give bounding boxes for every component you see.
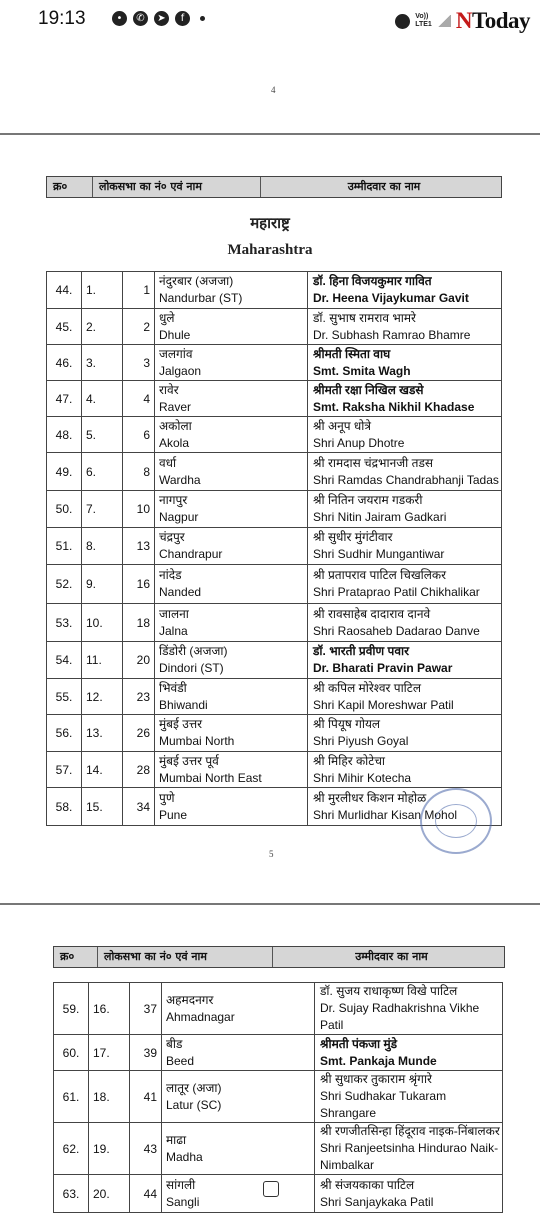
page-divider: [0, 133, 540, 135]
candidate-name: [308, 642, 502, 679]
candidate-name: [308, 565, 502, 604]
party-seal-stamp: [420, 788, 492, 854]
chat-bubble-icon: •: [112, 11, 127, 26]
constituency-name: [155, 752, 308, 788]
constituency-number: 23: [123, 679, 155, 715]
candidate-name-hindi: श्री रामदास चंद्रभानजी तडस: [313, 455, 433, 470]
constituency-name: [155, 788, 308, 826]
table-row: [47, 752, 502, 788]
candidate-name: [308, 381, 502, 417]
constituency-name-english: Dindori (ST): [159, 661, 224, 675]
table-row: [54, 983, 503, 1035]
constituency-number: 18: [123, 604, 155, 642]
constituency-name: [155, 272, 308, 309]
volte-indicator: Vo)) LTE1: [415, 13, 432, 28]
serial-number: 52.: [47, 565, 82, 604]
constituency-number: 6: [123, 417, 155, 453]
constituency-number: 34: [123, 788, 155, 826]
state-serial: 12.: [82, 679, 123, 715]
candidate-name-english: Shri Mihir Kotecha: [313, 770, 412, 785]
serial-number: 53.: [47, 604, 82, 642]
table-row: [47, 417, 502, 453]
candidate-name: [315, 983, 503, 1035]
state-serial: 10.: [82, 604, 123, 642]
candidate-name-english: Shri Sudhir Mungantiwar: [313, 547, 445, 561]
candidate-name-english: Shri Sanjaykaka Patil: [320, 1194, 434, 1209]
candidate-name-english: Dr. Bharati Pravin Pawar: [313, 661, 453, 675]
constituency-name: [155, 642, 308, 679]
serial-number: 54.: [47, 642, 82, 679]
constituency-number: 10: [123, 491, 155, 528]
table-header: [46, 176, 502, 198]
candidate-name: [308, 309, 502, 345]
candidate-name: [308, 604, 502, 642]
candidate-name-hindi: श्री मुरलीधर किशन मोहोळ: [313, 790, 427, 805]
constituency-number: 1: [123, 272, 155, 309]
constituency-number: 20: [123, 642, 155, 679]
header-serial: क्र०: [54, 947, 98, 967]
candidate-name: [308, 679, 502, 715]
state-serial: 19.: [89, 1123, 130, 1175]
candidate-name-english: Dr. Heena Vijaykumar Gavit: [313, 291, 469, 305]
candidate-name-english: Shri Piyush Goyal: [313, 734, 409, 748]
state-serial: 13.: [82, 715, 123, 752]
state-serial: 4.: [82, 381, 123, 417]
candidate-name: [308, 715, 502, 752]
table-row: [47, 381, 502, 417]
constituency-name-hindi: जालना: [159, 606, 189, 621]
candidate-table: [46, 271, 502, 826]
candidate-name-hindi: श्री संजयकाका पाटिल: [320, 1177, 415, 1192]
ntoday-logo: NToday: [455, 8, 530, 33]
constituency-name-english: Nandurbar (ST): [159, 291, 243, 305]
constituency-name-hindi: नांदेड: [159, 568, 182, 582]
table-header: [53, 946, 505, 968]
table-row: [47, 272, 502, 309]
candidate-name-hindi: श्री सुधीर मुंगंटीवार: [313, 530, 393, 544]
constituency-name-english: Jalna: [159, 623, 188, 638]
constituency-name: [155, 528, 308, 565]
serial-number: 58.: [47, 788, 82, 826]
serial-number: 49.: [47, 453, 82, 491]
constituency-name-english: Nanded: [159, 585, 202, 599]
constituency-name-hindi: जलगांव: [159, 346, 193, 361]
constituency-name-english: Chandrapur: [159, 547, 223, 561]
state-serial: 7.: [82, 491, 123, 528]
constituency-number: 39: [130, 1035, 162, 1071]
table-row: [47, 565, 502, 604]
candidate-name: [315, 1035, 503, 1071]
state-title-english: Maharashtra: [227, 242, 313, 258]
state-serial: 18.: [89, 1071, 130, 1123]
constituency-name-hindi: वर्धा: [159, 455, 177, 470]
constituency-name-english: Madha: [166, 1149, 203, 1164]
candidate-name-hindi: श्री रावसाहेब दादाराव दानवे: [313, 606, 431, 621]
constituency-name-hindi: धुले: [159, 310, 175, 325]
constituency-name-english: Beed: [166, 1053, 195, 1068]
table-row: [47, 715, 502, 752]
constituency-number: 41: [130, 1071, 162, 1123]
more-notifications-dot-icon: [200, 16, 205, 21]
constituency-name: [162, 1035, 315, 1071]
constituency-name: [155, 453, 308, 491]
candidate-name-hindi: श्री सुधाकर तुकाराम श्रृंगारे: [320, 1072, 432, 1086]
constituency-name-english: Pune: [159, 807, 188, 822]
candidate-name-english: Shri Prataprao Patil Chikhalikar: [313, 585, 480, 599]
constituency-name-hindi: रावेर: [159, 382, 179, 397]
candidate-name-hindi: श्री पियूष गोयल: [313, 717, 381, 731]
state-serial: 2.: [82, 309, 123, 345]
candidate-name-hindi: श्री प्रतापराव पाटिल चिखलिकर: [313, 568, 447, 582]
state-serial: 6.: [82, 453, 123, 491]
serial-number: 46.: [47, 345, 82, 381]
candidate-name-hindi: डॉ. हिना विजयकुमार गावित: [313, 274, 432, 288]
serial-number: 59.: [54, 983, 89, 1035]
state-serial: 16.: [89, 983, 130, 1035]
constituency-name: [162, 1175, 315, 1213]
state-serial: 20.: [89, 1175, 130, 1213]
state-title-hindi: महाराष्ट्र: [250, 216, 290, 232]
candidate-name-hindi: श्री नितिन जयराम गडकरी: [313, 493, 423, 507]
candidate-name-english: Shri Sudhakar Tukaram Shrangare: [320, 1089, 447, 1120]
constituency-name: [162, 1123, 315, 1175]
header-candidate: उम्मीदवार का नाम: [347, 180, 421, 193]
serial-number: 48.: [47, 417, 82, 453]
constituency-name-hindi: सांगली: [166, 1177, 196, 1192]
constituency-name-hindi: डिंडोरी (अजजा): [159, 644, 228, 658]
whatsapp-icon: ✆: [133, 11, 148, 26]
constituency-name-hindi: नंदुरबार (अजजा): [159, 274, 234, 288]
table-row: [54, 1071, 503, 1123]
candidate-name-english: Shri Anup Dhotre: [313, 435, 405, 450]
constituency-name: [155, 491, 308, 528]
serial-number: 63.: [54, 1175, 89, 1213]
notification-icons: [112, 11, 205, 26]
constituency-number: 13: [123, 528, 155, 565]
constituency-number: 8: [123, 453, 155, 491]
serial-number: 61.: [54, 1071, 89, 1123]
status-right: [395, 8, 530, 34]
candidate-name-hindi: श्रीमती रक्षा निखिल खडसे: [313, 382, 424, 397]
header-constituency: लोकसभा का नं० एवं नाम: [98, 947, 273, 967]
constituency-name: [162, 983, 315, 1035]
page-number: 5: [269, 849, 274, 859]
constituency-name-english: Akola: [159, 435, 190, 450]
state-serial: 9.: [82, 565, 123, 604]
candidate-name-english: Shri Ranjeetsinha Hindurao Naik-Nimbalkar: [320, 1141, 499, 1172]
state-serial: 1.: [82, 272, 123, 309]
constituency-number: 3: [123, 345, 155, 381]
state-serial: 17.: [89, 1035, 130, 1071]
table-row: [47, 679, 502, 715]
candidate-table: [53, 982, 503, 1213]
candidate-name-english: Smt. Raksha Nikhil Khadase: [313, 399, 475, 414]
serial-number: 55.: [47, 679, 82, 715]
constituency-name-english: Wardha: [159, 472, 201, 487]
table-row: [47, 642, 502, 679]
constituency-name-hindi: अहमदनगर: [166, 992, 214, 1007]
state-serial: 14.: [82, 752, 123, 788]
candidate-name: [308, 417, 502, 453]
page-divider: [0, 903, 540, 905]
candidate-name-english: Shri Kapil Moreshwar Patil: [313, 697, 454, 712]
candidate-name-english: Shri Raosaheb Dadarao Danve: [313, 623, 480, 638]
constituency-name-english: Mumbai North: [159, 734, 235, 748]
constituency-name-hindi: अकोला: [159, 418, 192, 433]
serial-number: 62.: [54, 1123, 89, 1175]
candidate-name: [315, 1123, 503, 1175]
constituency-name-hindi: बीड: [166, 1036, 183, 1051]
constituency-name-english: Bhiwandi: [159, 697, 208, 712]
table-row: [54, 1035, 503, 1071]
constituency-number: 37: [130, 983, 162, 1035]
candidate-name-hindi: श्री कपिल मोरेश्वर पाटिल: [313, 680, 421, 695]
constituency-number: 26: [123, 715, 155, 752]
candidate-name: [308, 272, 502, 309]
constituency-name: [155, 309, 308, 345]
constituency-name: [155, 381, 308, 417]
constituency-name-hindi: मुंबई उत्तर पूर्व: [159, 753, 219, 768]
constituency-name-hindi: माढा: [166, 1132, 187, 1147]
telegram-icon: ➤: [154, 11, 169, 26]
constituency-name: [155, 604, 308, 642]
candidate-name-hindi: श्री अनूप धोत्रे: [313, 418, 372, 433]
constituency-number: 44: [130, 1175, 162, 1213]
table-row: [47, 491, 502, 528]
constituency-name: [155, 679, 308, 715]
table-row: [47, 528, 502, 565]
constituency-name: [155, 565, 308, 604]
candidate-name: [308, 528, 502, 565]
candidate-name: [308, 491, 502, 528]
constituency-name-hindi: भिवंडी: [159, 680, 187, 695]
serial-number: 50.: [47, 491, 82, 528]
checkbox-icon[interactable]: [263, 1181, 279, 1197]
constituency-number: 43: [130, 1123, 162, 1175]
constituency-number: 4: [123, 381, 155, 417]
state-serial: 11.: [82, 642, 123, 679]
candidate-name: [308, 453, 502, 491]
constituency-name: [162, 1071, 315, 1123]
state-serial: 5.: [82, 417, 123, 453]
candidate-name-english: Smt. Pankaja Munde: [320, 1053, 437, 1068]
constituency-name-hindi: मुंबई उत्तर: [159, 717, 203, 731]
constituency-name: [155, 417, 308, 453]
constituency-name-hindi: लातूर (अजा): [166, 1080, 222, 1095]
facebook-icon: f: [175, 11, 190, 26]
candidate-name-hindi: श्रीमती पंकजा मुंडे: [320, 1036, 398, 1051]
constituency-name: [155, 715, 308, 752]
table-row: [54, 1123, 503, 1175]
serial-number: 56.: [47, 715, 82, 752]
state-serial: 3.: [82, 345, 123, 381]
candidate-name: [308, 345, 502, 381]
candidate-name-hindi: डॉ. भारती प्रवीण पवार: [313, 644, 410, 658]
candidate-name: [308, 752, 502, 788]
serial-number: 45.: [47, 309, 82, 345]
header-serial: क्र०: [47, 177, 93, 197]
candidate-name-english: Dr. Sujay Radhakrishna Vikhe Patil: [320, 1001, 480, 1032]
candidate-name-english: Shri Ramdas Chandrabhanji Tadas: [313, 472, 499, 487]
table-row: [47, 604, 502, 642]
status-bar: [0, 0, 540, 40]
constituency-name-english: Jalgaon: [159, 363, 202, 378]
candidate-name: [315, 1071, 503, 1123]
constituency-number: 28: [123, 752, 155, 788]
serial-number: 60.: [54, 1035, 89, 1071]
candidate-name-english: Shri Murlidhar Kisan Mohol: [313, 807, 458, 822]
serial-number: 57.: [47, 752, 82, 788]
table-row: [47, 453, 502, 491]
constituency-number: 2: [123, 309, 155, 345]
candidate-name-english: Smt. Smita Wagh: [313, 363, 411, 378]
candidate-name-hindi: श्री मिहिर कोटेचा: [313, 753, 386, 768]
constituency-name-hindi: चंद्रपुर: [159, 530, 185, 544]
constituency-name-english: Mumbai North East: [159, 770, 262, 785]
clock-time: 19:13: [38, 8, 86, 29]
table-row: [47, 309, 502, 345]
candidate-name-english: Dr. Subhash Ramrao Bhamre: [313, 327, 471, 342]
serial-number: 44.: [47, 272, 82, 309]
constituency-name-english: Raver: [159, 399, 192, 414]
constituency-number: 16: [123, 565, 155, 604]
page-number: 4: [271, 85, 276, 95]
candidate-name: [315, 1175, 503, 1213]
alarm-icon: [395, 14, 410, 29]
candidate-name-hindi: श्री रणजीतसिन्हा हिंदूराव नाइक-निंबालकर: [320, 1124, 500, 1138]
constituency-name: [155, 345, 308, 381]
constituency-name-english: Nagpur: [159, 510, 199, 524]
constituency-name-english: Dhule: [159, 327, 191, 342]
constituency-name-hindi: नागपुर: [159, 493, 188, 507]
constituency-name-english: Ahmadnagar: [166, 1009, 235, 1024]
state-serial: 8.: [82, 528, 123, 565]
state-serial: 15.: [82, 788, 123, 826]
signal-icon: [437, 15, 451, 27]
constituency-name-english: Sangli: [166, 1194, 200, 1209]
candidate-name-hindi: डॉ. सुजय राधाकृष्ण विखे पाटिल: [320, 984, 458, 998]
constituency-name-hindi: पुणे: [159, 790, 175, 805]
header-candidate: उम्मीदवार का नाम: [355, 950, 428, 963]
table-row: [47, 345, 502, 381]
serial-number: 47.: [47, 381, 82, 417]
candidate-name-hindi: डॉ. सुभाष रामराव भामरे: [313, 310, 416, 325]
header-constituency: लोकसभा का नं० एवं नाम: [93, 177, 261, 197]
candidate-name-english: Shri Nitin Jairam Gadkari: [313, 510, 447, 524]
constituency-name-english: Latur (SC): [166, 1097, 222, 1112]
serial-number: 51.: [47, 528, 82, 565]
candidate-name-hindi: श्रीमती स्मिता वाघ: [313, 346, 391, 361]
